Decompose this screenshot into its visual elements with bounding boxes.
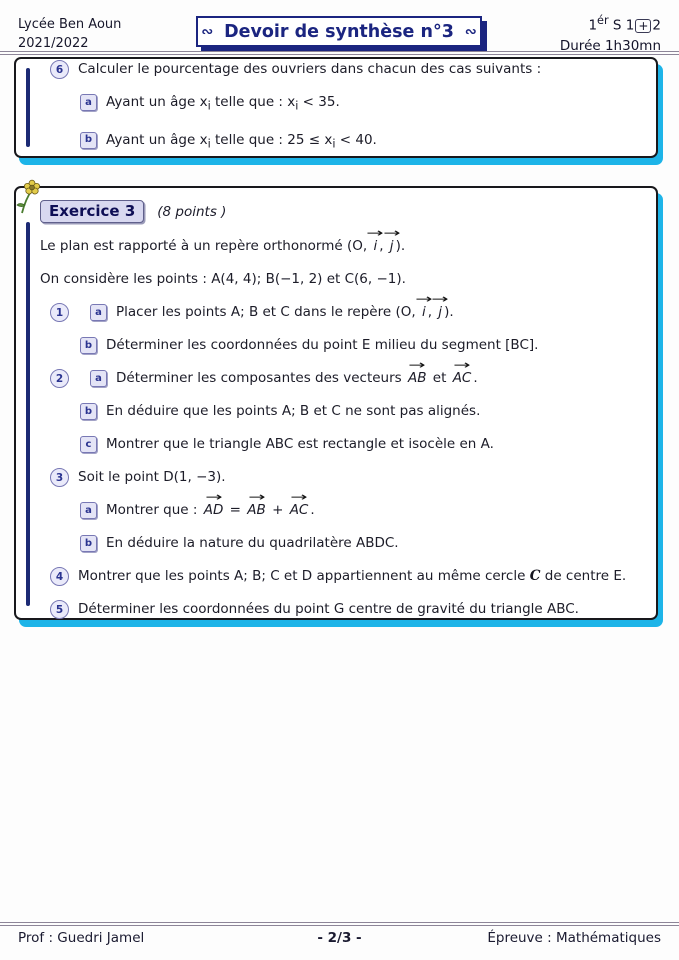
item-2b-text: En déduire que les points A; B et C ne sont pas alignés.	[106, 403, 481, 419]
item-2c-text: Montrer que le triangle ABC est rectangle et isocèle en A.	[106, 436, 494, 452]
subquestion-letter-badge: b	[80, 535, 97, 552]
footer-page-number: - 2/3 -	[317, 930, 362, 946]
question-number-badge: 6	[50, 60, 69, 79]
footer-divider	[0, 922, 679, 926]
vector-AD: → AD	[202, 500, 226, 520]
vector-i: → i	[371, 236, 379, 256]
question-6-text: Calculer le pourcentage des ouvriers dans chacun des cas suivants :	[78, 61, 542, 77]
item-1b-row	[80, 335, 656, 355]
subquestion-letter-badge: a	[80, 94, 97, 111]
vector-i: → i	[420, 302, 428, 322]
question-number-badge: 2	[50, 369, 69, 388]
footer-prof: Prof : Guedri Jamel	[18, 930, 145, 946]
item-3-row	[50, 467, 656, 487]
footer-subject: Épreuve : Mathématiques	[487, 930, 661, 946]
header-divider	[0, 51, 679, 55]
class-level: $1^{ér}$ S 1 + 2	[588, 14, 661, 34]
class-superscript: ér	[597, 14, 609, 27]
vector-AC: → AC	[451, 368, 474, 388]
vector-AC: → AC	[288, 500, 311, 520]
left-accent-line	[26, 222, 30, 606]
exam-duration: Durée 1h30mn	[559, 37, 661, 54]
question-number-badge: 5	[50, 600, 69, 619]
item-2a-text: Déterminer les composantes des vecteurs → AB et → AC .	[116, 368, 478, 388]
item-3a-row	[80, 500, 656, 520]
exercise-points: (8 points )	[157, 203, 227, 220]
subquestion-letter-badge: b	[80, 337, 97, 354]
item-3b-row	[80, 533, 656, 553]
exercise3-box	[14, 186, 658, 620]
item-2a-row	[50, 368, 656, 388]
item-3-text: Soit le point D(1, −3).	[78, 469, 226, 485]
subquestion-letter-badge: b	[80, 132, 97, 149]
question-number-badge: 1	[50, 303, 69, 322]
plus-box-icon: +	[635, 19, 651, 34]
question-6-row	[50, 59, 656, 79]
exam-title-box	[196, 16, 482, 47]
exam-title: Devoir de synthèse n°3	[224, 21, 454, 42]
subquestion-letter-badge: a	[90, 370, 107, 387]
header-right	[560, 13, 661, 56]
question-6b-row	[80, 130, 656, 155]
item-1b-text: Déterminer les coordonnées du point E milieu du segment [BC].	[106, 337, 539, 353]
item-3b-text: En déduire la nature du quadrilatère ABDC.	[106, 535, 399, 551]
intro-line-2: On considère les points : A(4, 4); B(−1, 2) et C(6, −1).	[40, 271, 406, 287]
flower-icon	[15, 179, 45, 215]
subquestion-letter-badge: b	[80, 403, 97, 420]
vector-j: → j	[388, 236, 396, 256]
subquestion-letter-badge: a	[80, 502, 97, 519]
exercise-title-badge: Exercice 3	[40, 200, 144, 223]
question-number-badge: 3	[50, 468, 69, 487]
item-5-text: Déterminer les coordonnées du point G centre de gravité du triangle ABC.	[78, 601, 579, 617]
question-6b-text: Ayant un âge $x_i$ telle que : $25 \le x_i < 40$.	[106, 131, 377, 151]
item-3a-text: Montrer que : → AD = → AB + → AC .	[106, 500, 315, 520]
item-4-row	[50, 566, 656, 586]
vector-AB: → AB	[406, 368, 429, 388]
page-footer	[18, 930, 661, 946]
subquestion-letter-badge: a	[90, 304, 107, 321]
item-1a-row	[50, 302, 656, 322]
question-number-badge: 4	[50, 567, 69, 586]
header-left	[18, 16, 121, 54]
question-6a-text: Ayant un âge $x_i$ telle que : $x_i < 35$.	[106, 94, 340, 113]
item-1a-text: Placer les points A; B et C dans le repère (O, → i , → j ).	[116, 302, 454, 322]
vector-AB: → AB	[245, 500, 268, 520]
school-year: 2021/2022	[18, 35, 89, 51]
ornament-left-icon: ∾	[201, 23, 214, 40]
intro-line-1: Le plan est rapporté à un repère orthonormé (O, → i , → j ).	[40, 236, 656, 256]
left-accent-line	[26, 68, 30, 147]
item-5-row	[50, 599, 656, 619]
item-4-text: Montrer que les points A; B; C et D appartiennent au même cercle C de centre E.	[78, 568, 627, 584]
script-circle-symbol: C	[529, 568, 541, 584]
exercise3-header	[40, 200, 656, 223]
question-6a-row	[80, 92, 656, 117]
vector-j: → j	[436, 302, 444, 322]
subquestion-letter-badge: c	[80, 436, 97, 453]
ornament-right-icon: ∾	[464, 23, 477, 40]
item-2b-row	[80, 401, 656, 421]
exercise2-box	[14, 57, 658, 158]
item-2c-row	[80, 434, 656, 454]
school-name: Lycée Ben Aoun	[18, 17, 122, 32]
